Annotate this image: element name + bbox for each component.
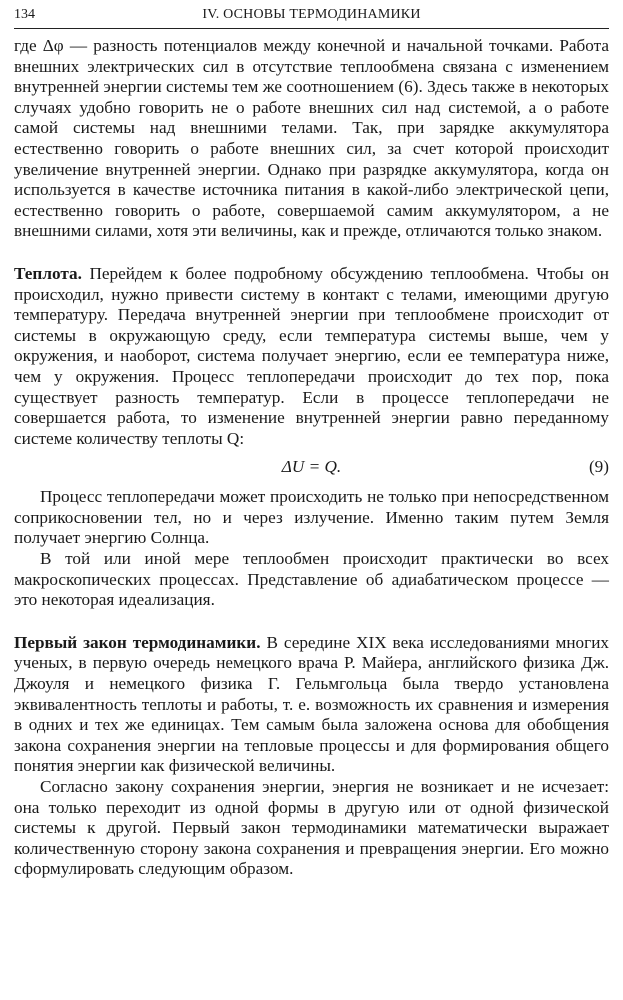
paragraph-first-law-text: В середине XIX века исследованиями многих ученых, в первую очередь немецкого врача Р. Майера, английского физика Дж. Джоуля и немецкого физика Г. Гельмгольца была твердо установлена эквивалентность теплоты и работы, т. е. возможность их сравнения и измерения в одних и тех же единицах. Тем самым была заложена основа для обобщения закона сохранения энергии на тепловые процессы и для формирования общего понятия энергии как физической величины. [14, 632, 609, 776]
equation-9 [14, 453, 609, 481]
section-heading-first-law: Первый закон термодинамики. [14, 632, 261, 652]
paragraph-energy-conservation: Согласно закону сохранения энергии, энергия не возникает и не исчезает: она только переходит из одной формы в другую или от одной физической системы к другой. Первый закон термодинамики математически выражает количественную сторону закона сохранения и превращения энергии. Его можно сформулировать следующим образом. [14, 777, 609, 879]
page-header [14, 6, 609, 29]
paragraph-first-law [14, 633, 609, 777]
paragraph-heat [14, 264, 609, 449]
running-title: IV. ОСНОВЫ ТЕРМОДИНАМИКИ [202, 7, 421, 22]
page-body [14, 36, 609, 880]
paragraph-adiabatic: В той или иной мере теплообмен происходит практически во всех макроскопических процессах. Представление об адиабатическом процессе — это некоторая идеализация. [14, 549, 609, 610]
section-heading-heat: Теплота. [14, 263, 82, 283]
page-number: 134 [14, 7, 35, 22]
paragraph-heat-text: Перейдем к более подробному обсуждению теплообмена. Чтобы он происходил, нужно привести систему в контакт с телами, имеющими другую температуру. Передача внутренней энергии при теплообмене происходит от системы в окружающую среду, если температура системы выше, чем у окружения, и наоборот, система получает энергию, если ее температура ниже, чем у окружения. Процесс теплопередачи происходит до тех пор, пока существует разность температур. Если в процессе теплопередачи не совершается работа, то изменение внутренней энергии равно переданному системе количеству теплоты Q: [14, 263, 610, 448]
equation-number: (9) [588, 457, 609, 477]
equation-text: ΔU = Q. [281, 457, 342, 477]
paragraph-radiation: Процесс теплопередачи может происходить не только при непосредственном соприкосновении тел, но и через излучение. Именно таким путем Земля получает энергию Солнца. [14, 487, 609, 548]
paragraph-work-electric: где Δφ — разность потенциалов между конечной и начальной точками. Работа внешних электрических сил в отсутствие теплообмена связана с изменением внутренней энергии системы тем же соотношением (6). Здесь также в некоторых случаях удобно говорить не о работе внешних сил над системой, а о работе самой системы над внешними телами. Так, при зарядке аккумулятора естественно говорить о работе внешних сил, за счет которой происходит увеличение внутренней энергии. Однако при разрядке аккумулятора, когда он используется в качестве источника питания в какой-либо электрической цепи, естественно говорить о работе, совершаемой самим аккумулятором, а не внешними силами, хотя эти величины, как и прежде, отличаются только знаком. [14, 36, 609, 241]
